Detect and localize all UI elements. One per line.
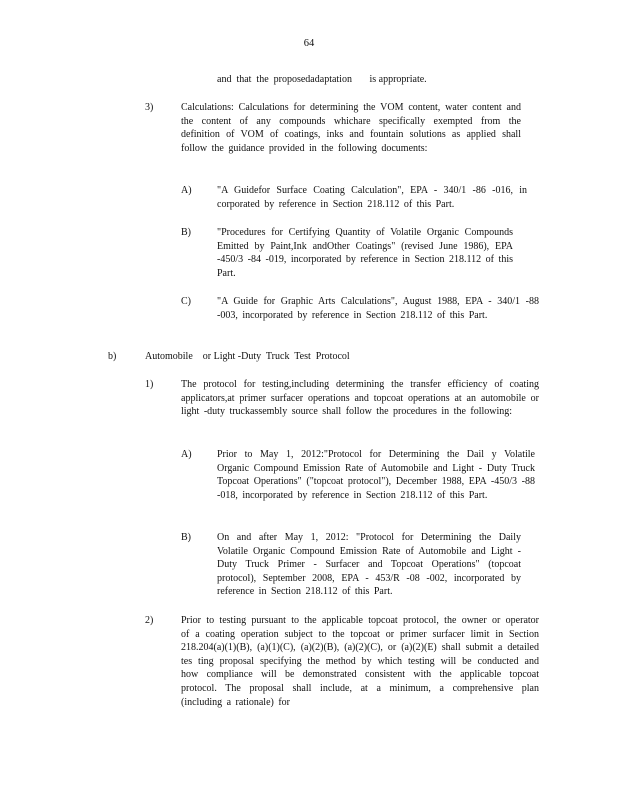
item-b1a-label: A)	[181, 449, 192, 460]
item-3-text: Calculations: Calculations for determining the VOM content, water content and the content of any compounds whichare specifically exempted from the definition of VOM of coatings, inks and fountain solutions as applied shall follow the guidance provided in the following documents:	[181, 102, 521, 154]
intro-fragment: and that the proposedadaptation is appropriate.	[217, 74, 427, 85]
item-b1-label: 1)	[145, 379, 154, 390]
item-b2-label: 2)	[145, 615, 154, 626]
item-b1b-label: B)	[181, 532, 191, 543]
item-3-label: 3)	[145, 102, 154, 113]
item-b1b-text: On and after May 1, 2012: "Protocol for Determining the Daily Volatile Organic Compound Emission Rate of Automobile and Light - Duty Truck Primer - Surfacer and Topcoat Operations" (topcoat protocol), September 2008, EPA - 453/R -08 -002, incorporated by reference in Section 218.112 of this Part.	[217, 532, 521, 598]
page-number: 64	[303, 38, 315, 49]
item-b2-text: Prior to testing pursuant to the applicable topcoat protocol, the owner or operator of a coating operation subject to the topcoat or primer surfacer limit in Section 218.204(a)(1)(B), (a)(1)(C), (a)(2)(B), (a)(2)(C), or (a)(2)(E) shall submit a detailed tes ting proposal specifying the method by which testing will be conducted and how compliance will be demonstrated consistent with the applicable topcoat protocol. The proposal shall include, at a minimum, a comprehensive plan (including a rationale) for	[181, 615, 539, 708]
item-b1-text: The protocol for testing,including determining the transfer efficiency of coating applicators,at primer surfacer operations and topcoat operations at an automobile or light -duty truckassembly source shall follow the procedures in the following:	[181, 379, 539, 418]
item-3a-text: "A Guidefor Surface Coating Calculation", EPA - 340/1 -86 -016, in corporated by reference in Section 218.112 of this Part.	[217, 185, 527, 210]
item-3b-text: "Procedures for Certifying Quantity of Volatile Organic Compounds Emitted by Paint,Ink andOther Coatings" (revised June 1986), EPA -450/3 -84 -019, incorporated by reference in Section 218.112 of this Part.	[217, 227, 513, 279]
item-3c-label: C)	[181, 296, 191, 307]
item-b1a-text: Prior to May 1, 2012:"Protocol for Determining the Dail y Volatile Organic Compound Emission Rate of Automobile and Light - Duty Truck Topcoat Operations" ("topcoat protocol"), December 1988, EPA -450/3 -88 -018, incorporated by reference in Section 218.112 of this Part.	[217, 449, 535, 501]
section-b-label: b)	[108, 351, 117, 362]
item-3a-label: A)	[181, 185, 192, 196]
item-3c-text: "A Guide for Graphic Arts Calculations", August 1988, EPA - 340/1 -88 -003, incorporated by reference in Section 218.112 of this Part.	[217, 296, 539, 321]
item-3b-label: B)	[181, 227, 191, 238]
section-b-title: Automobile or Light -Duty Truck Test Protocol	[145, 351, 350, 362]
